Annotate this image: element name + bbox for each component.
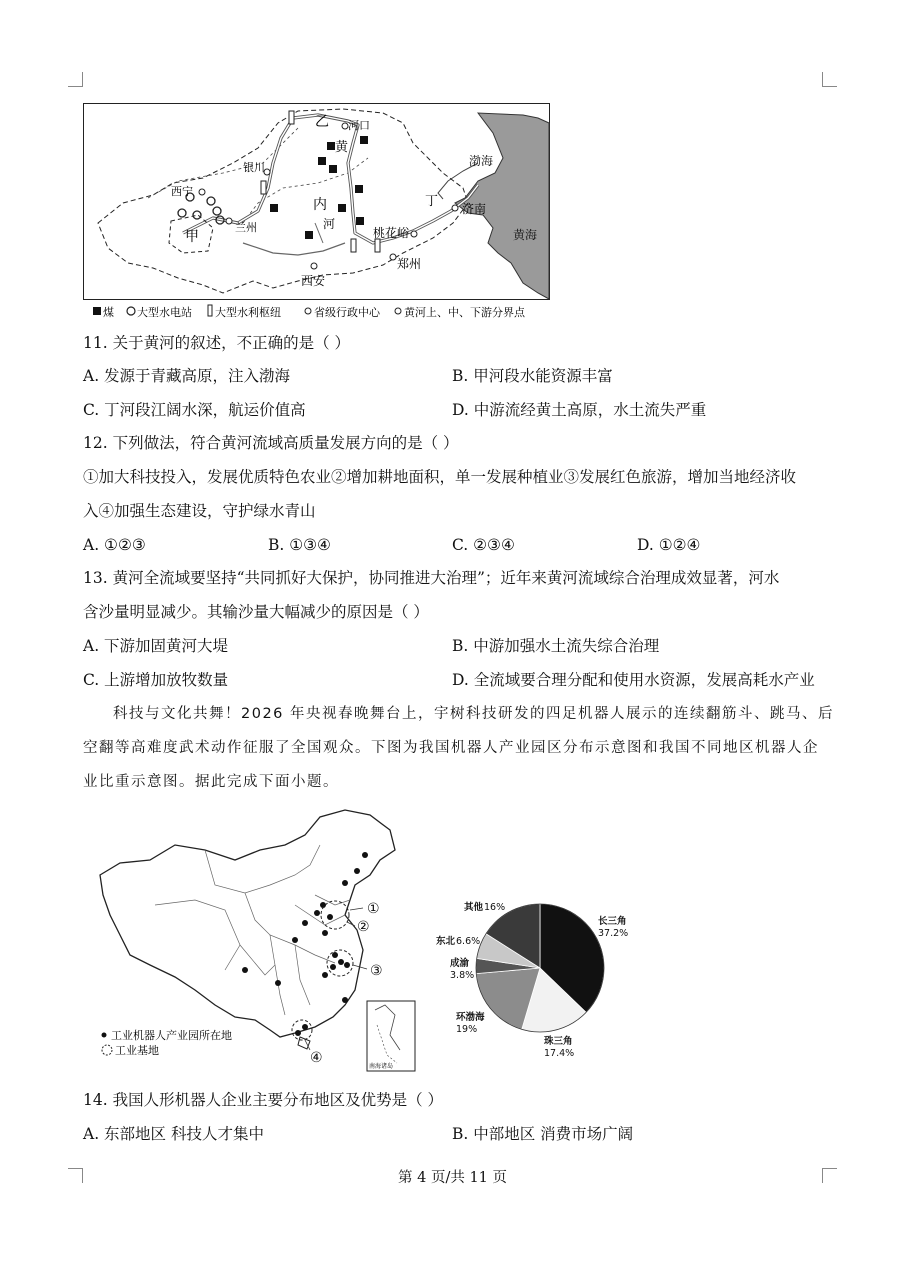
map-legend: [93, 305, 526, 319]
q11-option-a: A. 发源于青藏高原，注入渤海: [83, 367, 291, 385]
q12-statements-line1: ①加大科技投入，发展优质特色农业②增加耕地面积，单一发展种植业③发展红色旅游，增加当地经济收: [83, 468, 797, 486]
q14-stem: 14. 我国人形机器人企业主要分布地区及优势是（ ）: [83, 1091, 444, 1109]
label-bohai: 渤海: [469, 154, 494, 168]
label-hekou: 河口: [348, 119, 370, 132]
label-huanghai: 黄海: [513, 228, 538, 242]
pie-value-bohai: 19%: [456, 1024, 478, 1035]
inset-label: 南海诸岛: [369, 1063, 394, 1070]
marker-1: ①: [367, 901, 380, 917]
intro-line1: 科技与文化共舞！2026 年央视春晚舞台上，宇树科技研发的四足机器人展示的连续翻筋斗、跳马、后: [113, 706, 835, 722]
pie-label-bohai: 环渤海: [456, 1012, 485, 1023]
label-xining: 西宁: [171, 185, 193, 198]
page-footer: 第 4 页/共 11 页: [398, 1170, 507, 1186]
q13-option-d: D. 全流域要合理分配和使用水资源，发展高耗水产业: [452, 671, 815, 689]
q11-option-d: D. 中游流经黄土高原，水土流失严重: [452, 401, 707, 419]
q14-option-a: A. 东部地区 科技人才集中: [83, 1125, 264, 1143]
q12-option-d: D. ①②④: [637, 536, 701, 554]
legend-coal: 煤: [103, 306, 114, 319]
label-jia: 甲: [185, 229, 199, 245]
q13-stem-line2: 含沙量明显减少。其输沙量大幅减少的原因是（ ）: [83, 603, 429, 621]
label-ding: 丁: [425, 194, 439, 209]
label-yinchuan: 银川: [243, 161, 265, 174]
marker-4: ④: [310, 1050, 323, 1066]
label-huang: 黄: [335, 140, 349, 155]
yellow-river-map: [83, 103, 551, 323]
legend-robot-park: 工业机器人产业园所在地: [111, 1029, 232, 1042]
robot-enterprise-share-pie-chart: [420, 880, 650, 1070]
pie-label-pearl: 珠三角: [544, 1036, 573, 1047]
label-taohuayu: 桃花峪: [373, 226, 410, 240]
q11-stem: 11. 关于黄河的叙述，不正确的是（ ）: [83, 334, 351, 352]
pie-value-northeast: 6.6%: [456, 936, 481, 947]
intro-line2: 空翻等高难度武术动作征服了全国观众。下图为我国机器人产业园区分布示意图和我国不同地区机器人企: [83, 740, 819, 756]
china-robot-park-map: [95, 805, 425, 1075]
pie-value-chengyu: 3.8%: [450, 970, 475, 981]
q13-option-a: A. 下游加固黄河大堤: [83, 637, 229, 655]
q13-option-c: C. 上游增加放牧数量: [83, 671, 229, 689]
crop-mark-top-right: [822, 72, 837, 87]
label-yi: 乙: [315, 114, 329, 130]
q11-option-c: C. 丁河段江阔水深，航运价值高: [83, 401, 306, 419]
label-jinan: 济南: [462, 202, 487, 216]
q14-option-b: B. 中部地区 消费市场广阔: [452, 1125, 634, 1143]
pie-label-chengyu: 成渝: [450, 958, 470, 969]
legend-hydro: 大型水电站: [137, 306, 192, 319]
pie-value-yangtze: 37.2%: [598, 928, 629, 939]
q12-option-c: C. ②③④: [452, 536, 515, 554]
q11-option-b: B. 甲河段水能资源丰富: [452, 367, 613, 385]
q12-option-a: A. ①②③: [83, 536, 146, 554]
legend-capital: 省级行政中心: [314, 306, 380, 319]
pie-slices: [476, 904, 604, 1032]
q12-stem: 12. 下列做法，符合黄河流域高质量发展方向的是（ ）: [83, 434, 459, 452]
legend-industrial-base: 工业基地: [115, 1044, 159, 1057]
label-xian: 西安: [301, 274, 326, 288]
legend-boundary: 黄河上、中、下游分界点: [404, 306, 525, 319]
pie-label-other: 其他: [464, 902, 484, 913]
marker-2: ②: [357, 919, 370, 935]
q13-option-b: B. 中游加强水土流失综合治理: [452, 637, 660, 655]
q12-option-b: B. ①③④: [268, 536, 331, 554]
crop-mark-top-left: [68, 72, 83, 87]
label-he: 河: [323, 217, 336, 231]
pie-value-pearl: 17.4%: [544, 1048, 575, 1059]
label-lanzhou: 兰州: [235, 221, 257, 234]
q13-stem-line1: 13. 黄河全流域要坚持“共同抓好大保护，协同推进大治理”；近年来黄河流域综合治理成效显著，河水: [83, 569, 780, 587]
legend-hub: 大型水利枢纽: [215, 306, 281, 319]
pie-label-northeast: 东北: [436, 936, 456, 947]
intro-line3: 业比重示意图。据此完成下面小题。: [83, 774, 339, 790]
marker-3: ③: [370, 963, 383, 979]
pie-label-yangtze: 长三角: [598, 916, 627, 927]
pie-value-other: 16%: [484, 902, 506, 913]
q12-statements-line2: 入④加强生态建设，守护绿水青山: [83, 502, 316, 520]
label-nei: 内: [313, 197, 327, 213]
label-zhengzhou: 郑州: [397, 257, 422, 271]
south-china-sea-inset: [367, 1001, 415, 1071]
